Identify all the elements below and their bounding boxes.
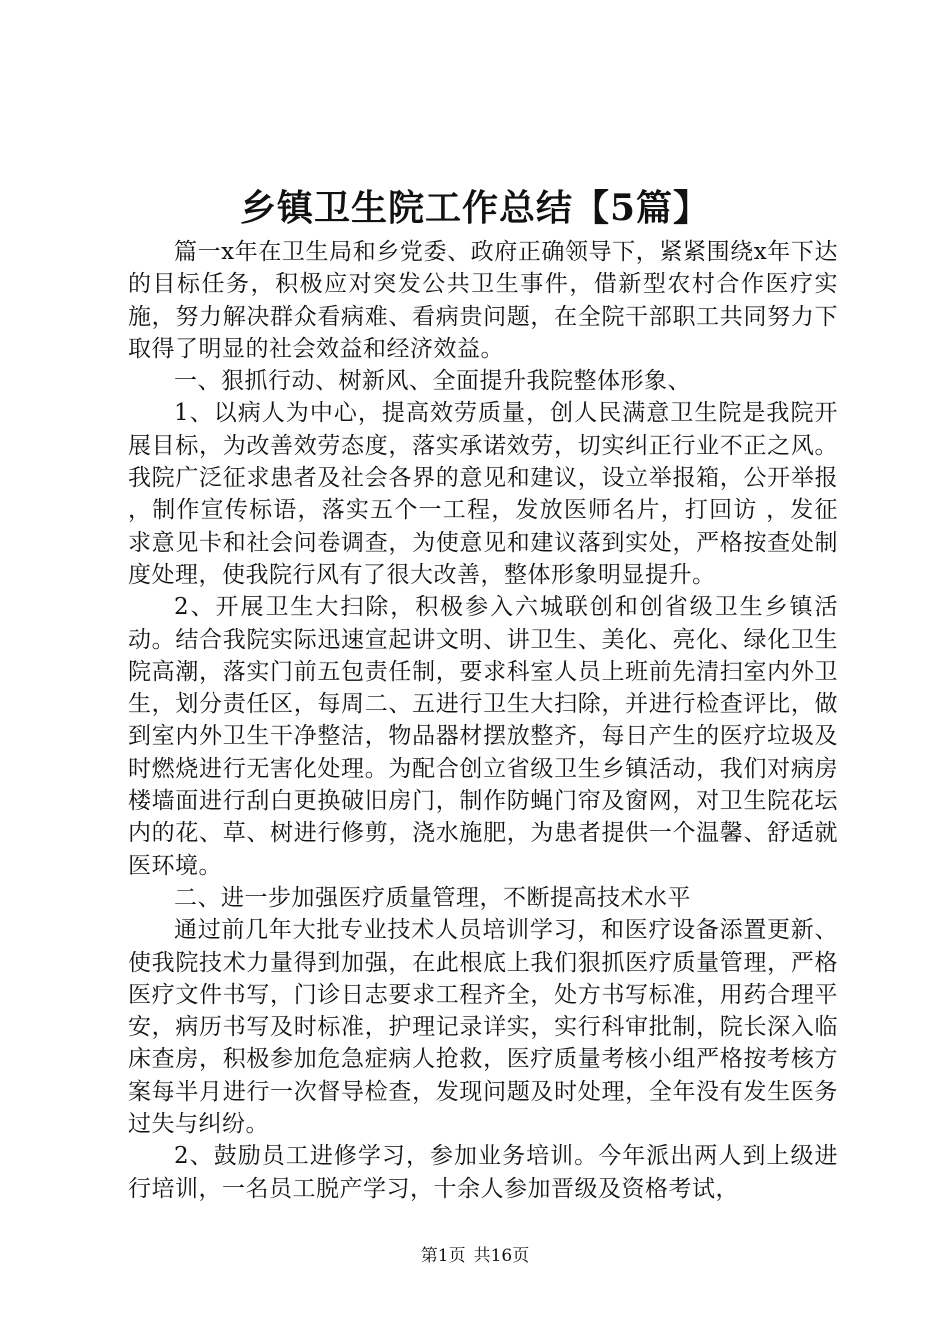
paragraph-3: 2、开展卫生大扫除，积极参入六城联创和创省级卫生乡镇活动。结合我院实际迅速宣起讲文明、讲卫生、美化、亮化、绿化卫生院高潮，落实门前五包责任制，要求科室人员上班前先清扫室内外卫生，划分责任区，每周二、五进行卫生大扫除，并进行检查评比，做到室内外卫生干净整洁，物品器材摆放整齐，每日产生的医疗垃圾及时燃烧进行无害化处理。为配合创立省级卫生乡镇活动，我们对病房楼墙面进行刮白更换破旧房门，制作防蝇门帘及窗网，对卫生院花坛内的花、草、树进行修剪，浇水施肥，为患者提供一个温馨、舒适就医环境。	[128, 594, 838, 879]
section-heading-2: 二、进一步加强医疗质量管理，不断提高技术水平	[174, 884, 691, 911]
page-footer	[0, 1244, 950, 1268]
document-body	[128, 236, 838, 1205]
document-title: 乡镇卫生院工作总结【5篇】	[239, 187, 711, 229]
page-total: 共16页	[473, 1246, 530, 1266]
page-number: 第1页	[420, 1246, 466, 1266]
paragraph-5: 2、鼓励员工进修学习，参加业务培训。今年派出两人到上级进行培训，一名员工脱产学习，十余人参加晋级及资格考试，	[128, 1143, 838, 1202]
paragraph-1: 篇一x年在卫生局和乡党委、政府正确领导下，紧紧围绕x年下达的目标任务，积极应对突发公共卫生事件，借新型农村合作医疗实施，努力解决群众看病难、看病贵问题，在全院干部职工共同努力下取得了明显的社会效益和经济效益。	[128, 239, 838, 362]
section-heading-1: 一、狠抓行动、树新风、全面提升我院整体形象、	[174, 368, 691, 395]
paragraph-2: 1、以病人为中心，提高效劳质量，创人民满意卫生院是我院开展目标，为改善效劳态度，落实承诺效劳，切实纠正行业不正之风。我院广泛征求患者及社会各界的意见和建议，设立举报箱，公开举报 ，制作宣传标语，落实五个一工程，发放医师名片，打回访 ，发征求意见卡和社会问卷调查，为使意见和建议落到实处，严格按查处制度处理，使我院行风有了很大改善，整体形象明显提升。	[128, 400, 838, 588]
paragraph-4: 通过前几年大批专业技术人员培训学习，和医疗设备添置更新、使我院技术力量得到加强，在此根底上我们狠抓医疗质量管理，严格医疗文件书写，门诊日志要求工程齐全，处方书写标准，用药合理平安，病历书写及时标准，护理记录详实，实行科审批制，院长深入临床查房，积极参加危急症病人抢救，医疗质量考核小组严格按考核方案每半月进行一次督导检查，发现问题及时处理，全年没有发生医务过失与纠纷。	[128, 917, 838, 1138]
